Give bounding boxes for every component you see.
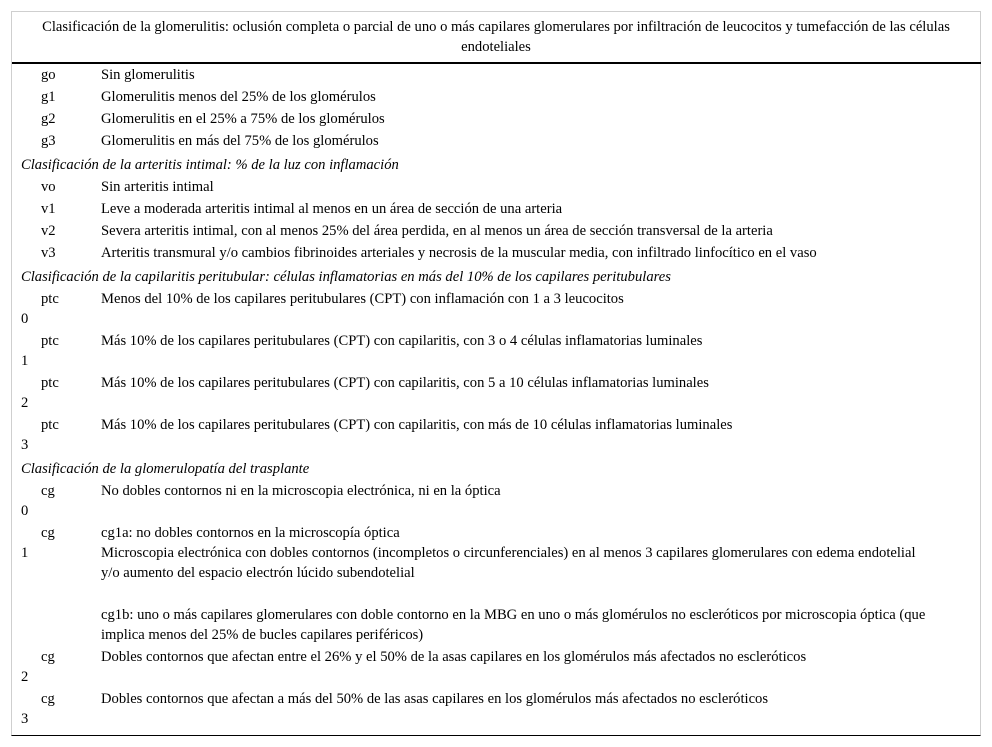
row-description: cg1a: no dobles contornos en la microscopía óptica: [101, 525, 400, 541]
row-grade-number: 2: [21, 395, 29, 411]
row-description: Dobles contornos que afectan entre el 26% y el 50% de la asas capilares en los glomérulos más afectados no escleróticos: [101, 649, 807, 665]
row-description: Más 10% de los capilares peritubulares (CPT) con capilaritis, con 5 a 10 células inflamatorias luminales: [101, 375, 709, 391]
row-code: g1: [41, 89, 56, 105]
row-description: Más 10% de los capilares peritubulares (CPT) con capilaritis, con más de 10 células inflamatorias luminales: [101, 417, 733, 433]
row-code: v1: [41, 201, 56, 217]
row-description: Glomerulitis en más del 75% de los glomérulos: [101, 133, 379, 149]
row-code: g3: [41, 133, 56, 149]
section-heading-text: Clasificación de la arteritis intimal: % de la luz con inflamación: [21, 157, 399, 173]
row-description: No dobles contornos ni en la microscopia electrónica, ni en la óptica: [101, 483, 501, 499]
section-heading-text: Clasificación de la glomerulopatía del trasplante: [21, 461, 310, 477]
row-grade-number: 3: [21, 437, 29, 453]
row-description: Arteritis transmural y/o cambios fibrinoides arteriales y necrosis de la muscular media, con infiltrado linfocítico en el vaso: [101, 245, 817, 261]
row-code: ptc: [41, 291, 59, 307]
row-description: Severa arteritis intimal, con al menos 25% del área perdida, en al menos un área de sección transversal de la arteria: [101, 223, 773, 239]
row-code: cg: [41, 691, 55, 707]
row-description: Microscopia electrónica con dobles contornos (incompletos o circunferenciales) en al menos 3 capilares glomerulares con edema endotelial y/o aumento del espacio electrón lúcido subendotelial: [101, 545, 916, 581]
row-code: v3: [41, 245, 56, 261]
row-grade-number: 0: [21, 503, 29, 519]
row-grade-number: 2: [21, 669, 29, 685]
row-code: ptc: [41, 375, 59, 391]
row-code: ptc: [41, 333, 59, 349]
row-grade-number: 0: [21, 311, 29, 327]
row-code: v2: [41, 223, 56, 239]
row-description: Glomerulitis en el 25% a 75% de los glomérulos: [101, 111, 385, 127]
row-description: Más 10% de los capilares peritubulares (CPT) con capilaritis, con 3 o 4 células inflamatorias luminales: [101, 333, 703, 349]
row-code: cg: [41, 525, 55, 541]
title-divider: [12, 62, 981, 64]
row-description: Sin arteritis intimal: [101, 179, 214, 195]
row-description: Menos del 10% de los capilares peritubulares (CPT) con inflamación con 1 a 3 leucocitos: [101, 291, 624, 307]
row-code: g2: [41, 111, 56, 127]
row-code: go: [41, 67, 56, 83]
row-code: vo: [41, 179, 56, 195]
row-code: cg: [41, 483, 55, 499]
row-grade-number: 3: [21, 711, 29, 727]
row-code: ptc: [41, 417, 59, 433]
row-description: Glomerulitis menos del 25% de los glomérulos: [101, 89, 376, 105]
row-grade-number: 1: [21, 545, 29, 561]
row-description: cg1b: uno o más capilares glomerulares con doble contorno en la MBG en uno o más glomérulos no escleróticos por microscopia óptica (que implica menos del 25% de bucles capilares periféricos): [101, 607, 926, 643]
row-description: Leve a moderada arteritis intimal al menos en un área de sección de una arteria: [101, 201, 563, 217]
row-code: cg: [41, 649, 55, 665]
row-description: Dobles contornos que afectan a más del 50% de las asas capilares en los glomérulos más afectados no escleróticos: [101, 691, 769, 707]
table-title: Clasificación de la glomerulitis: oclusión completa o parcial de uno o más capilares glomerulares por infiltración de leucocitos y tumefacción de las células endoteliales: [42, 19, 950, 55]
section-heading-text: Clasificación de la capilaritis peritubular: células inflamatorias en más del 10% de los capilares peritubulares: [21, 269, 671, 285]
row-description: Sin glomerulitis: [101, 67, 195, 83]
row-grade-number: 1: [21, 353, 29, 369]
